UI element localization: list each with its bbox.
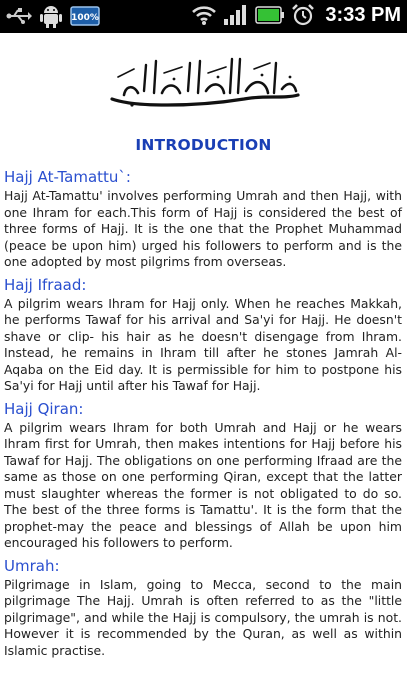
bismillah-calligraphy-image: [104, 55, 304, 111]
section-umrah: [4, 556, 402, 660]
notification-icons: [6, 4, 100, 28]
section-tamattu: [4, 167, 402, 271]
section-list: [4, 167, 402, 663]
section-body: Pilgrimage in Islam, going to Mecca, second to the main pilgrimage The Hajj. Umrah is often referred to as the "little pilgrimage", and while the Hajj is compulsory, the umrah is not. However it is recommended by the Quran, as well as within Islamic practise.: [4, 576, 402, 658]
section-qiran: [4, 399, 402, 552]
system-icons: [191, 3, 401, 27]
android-debug-icon: [40, 4, 62, 28]
battery-badge-text: 100%: [71, 13, 99, 23]
section-body: A pilgrim wears Ihram for both Umrah and Hajj or he wears Ihram first for Umrah, then makes intentions for Hajj before his Tawaf for Hajj. The obligations on one performing Ifraad are the same as those on one performing Qiran, except that the latter must slaughter whereas the former is not obligated to do so. The best of the three forms is Tamattu'. It is the form that the prophet-may the peace and blessings of Allah be upon him encouraged his followers to perform.: [4, 419, 402, 550]
section-heading: Hajj Qiran:: [4, 399, 84, 418]
battery-icon: [255, 5, 285, 25]
intro-content[interactable]: [0, 33, 407, 679]
wifi-icon: [191, 4, 217, 26]
section-heading: Hajj At-Tamattu`:: [4, 168, 131, 186]
battery-100-icon: [70, 5, 100, 27]
signal-bars-icon: [223, 4, 249, 26]
section-body: Hajj At-Tamattu' involves performing Umrah and then Hajj, with one Ihram for each.This form of Hajj is considered the best of three forms of Hajj. It is the one that the Prophet Muhammad (peace be upon him) urged his followers to perform and is the one adopted by most pilgrims from overseas.: [4, 188, 402, 269]
section-body: A pilgrim wears Ihram for Hajj only. When he reaches Makkah, he performs Tawaf for his arrival and Sa'yi for Hajj. He doesn't shave or clip- his hair as he doesn't disengage from Ihram. Instead, he remains in Ihram till after he stones Jamrah Al-Aqaba on the Eid day. It is permissible for him to postpone his Sa'yi for Hajj until after his Tawaf for Hajj.: [4, 295, 402, 393]
status-clock: 3:33 PM: [325, 3, 401, 26]
alarm-icon: [291, 3, 315, 27]
usb-icon: [6, 6, 32, 26]
status-bar: [0, 0, 407, 33]
page-title: INTRODUCTION: [135, 136, 272, 154]
section-ifraad: [4, 275, 402, 395]
section-heading: Hajj Ifraad:: [4, 275, 87, 294]
section-heading: Umrah:: [4, 556, 60, 575]
